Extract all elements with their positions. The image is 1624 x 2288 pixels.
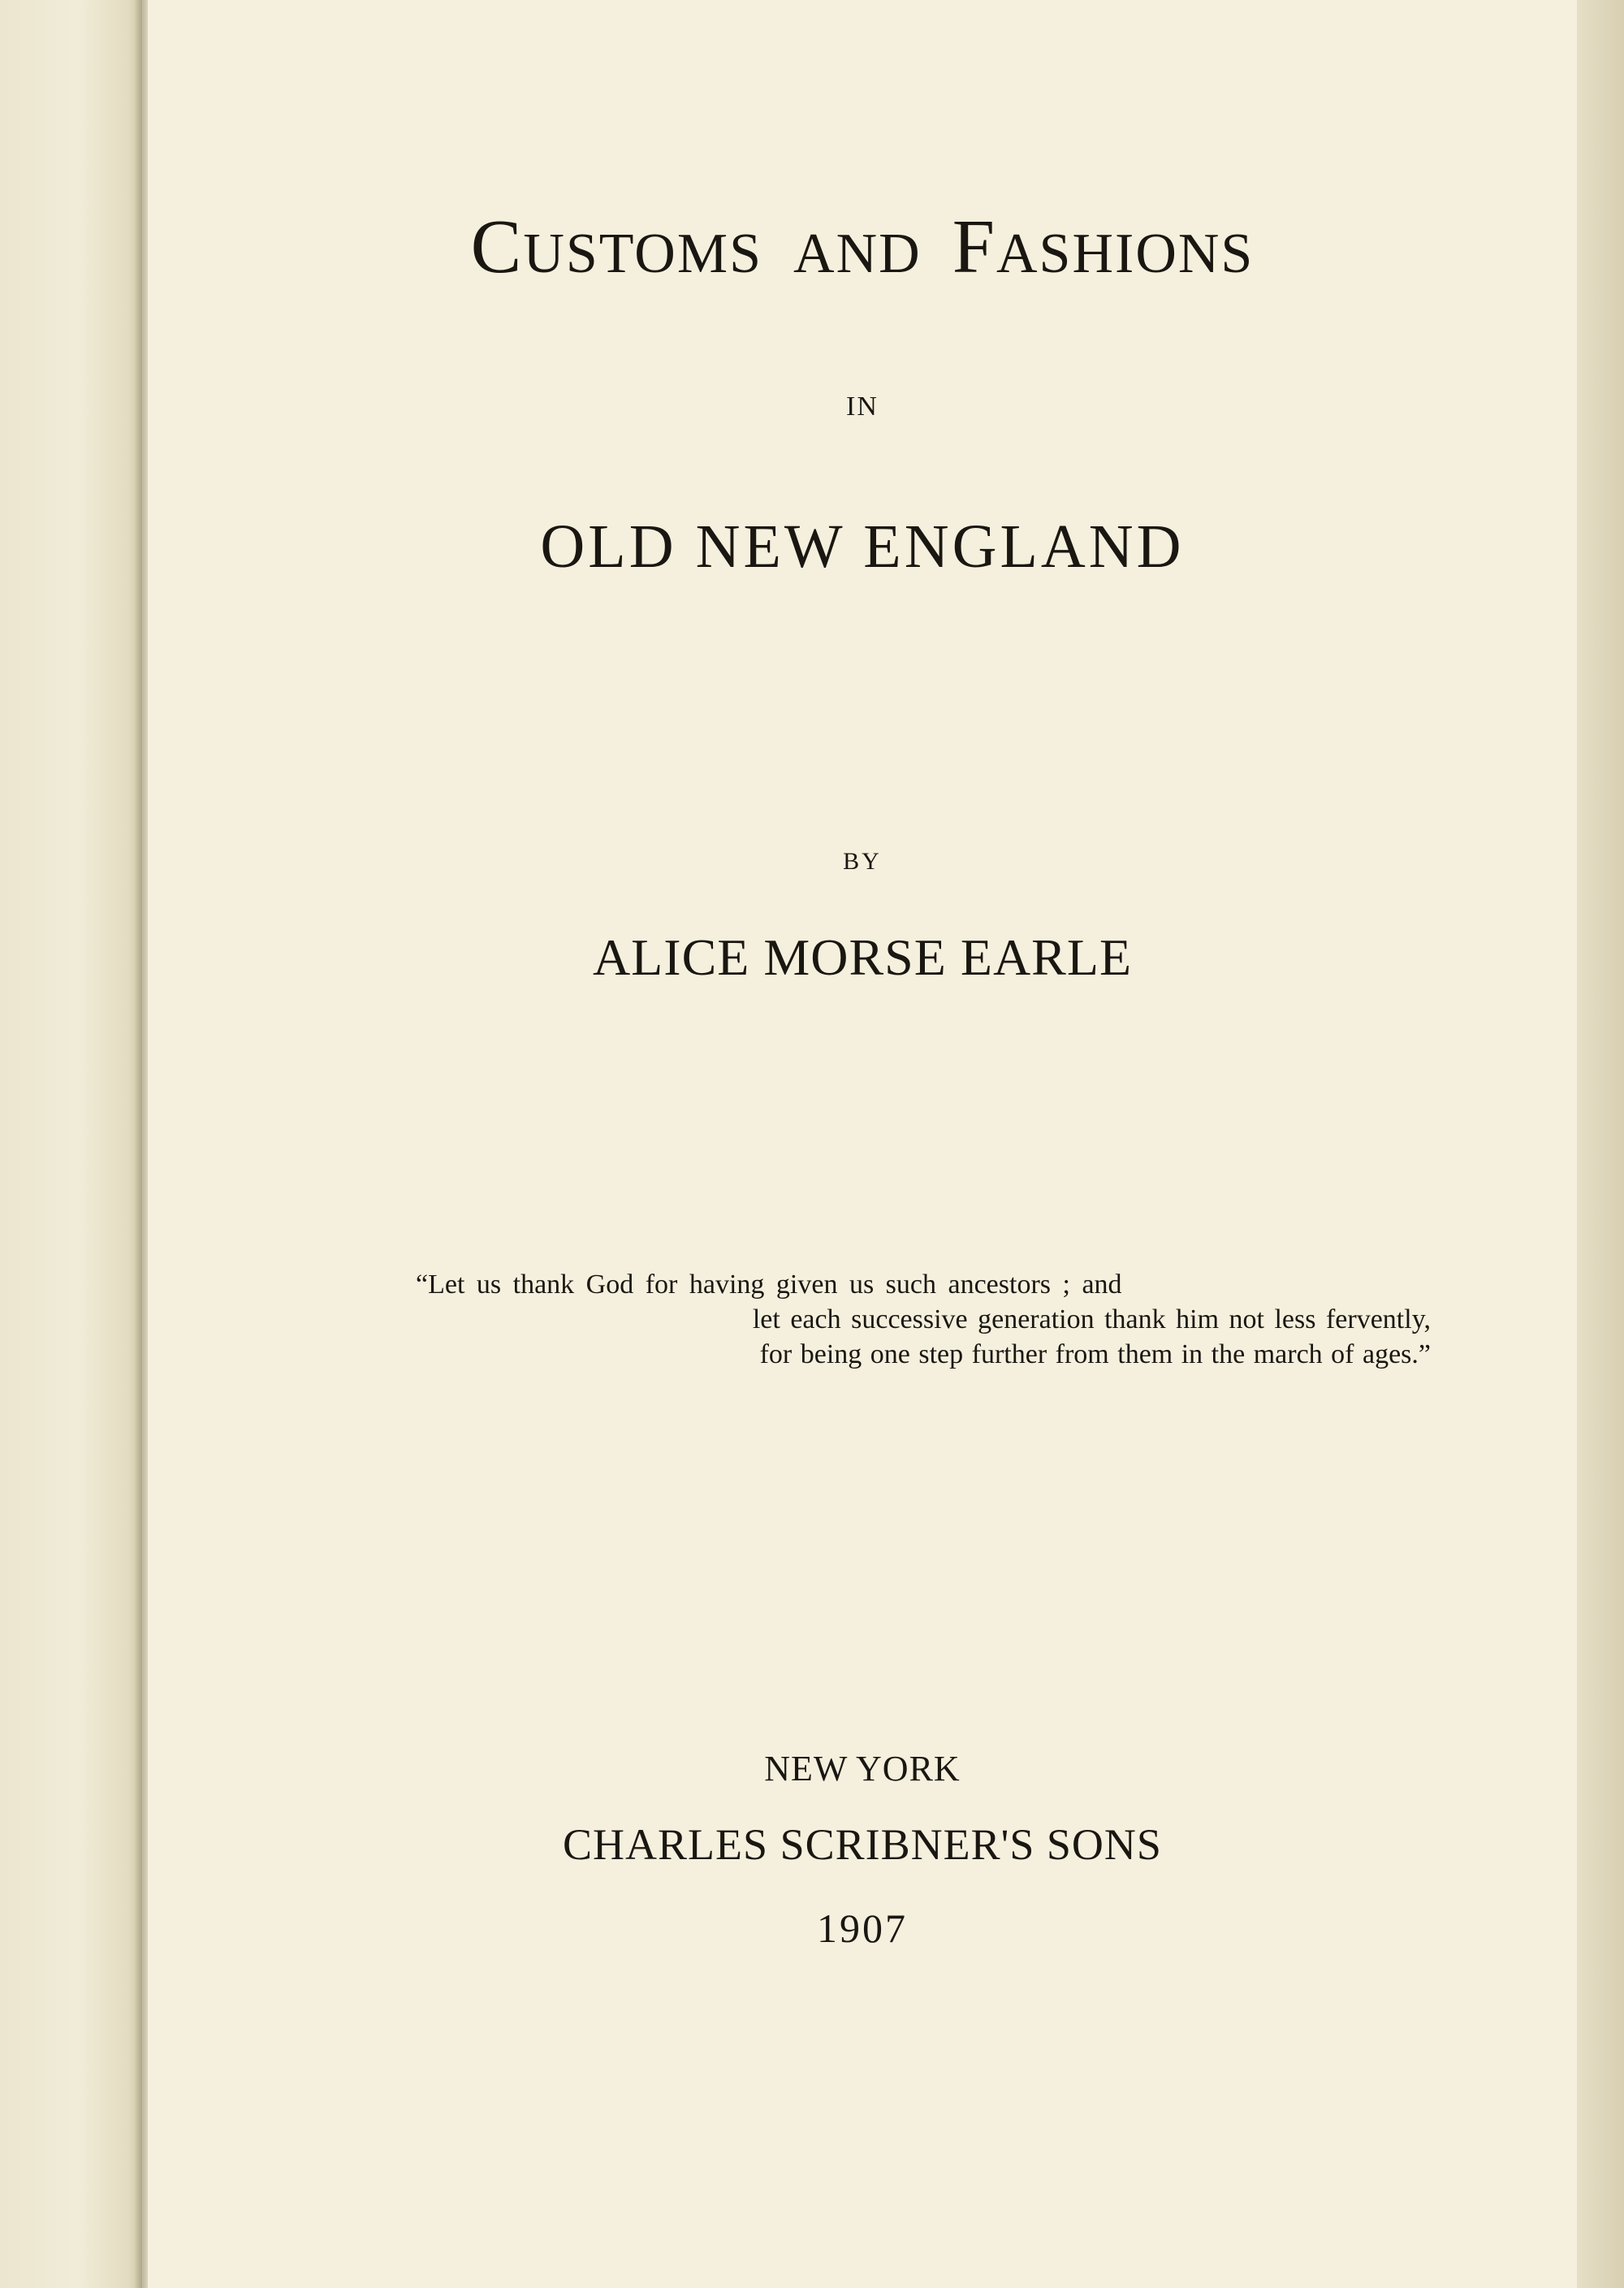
publication-year: 1907 xyxy=(817,1905,908,1951)
epigraph-line: “Let us thank God for having given us such ancestors ; and xyxy=(416,1269,1122,1300)
publication-place: NEW YORK xyxy=(764,1749,961,1788)
epigraph-line: let each successive generation thank him not less fervently, xyxy=(752,1304,1431,1334)
book-subtitle: OLD NEW ENGLAND xyxy=(540,513,1185,581)
facing-page xyxy=(0,0,142,2288)
title-connector: IN xyxy=(846,391,879,422)
publisher-name: CHARLES SCRIBNER'S SONS xyxy=(563,1820,1162,1869)
title-word-customs: CUSTOMS xyxy=(470,205,763,289)
title-word-fashions: FASHIONS xyxy=(952,205,1255,289)
book-title xyxy=(148,203,1577,291)
epigraph xyxy=(416,1267,1431,1372)
title-page xyxy=(148,0,1577,2288)
by-label: BY xyxy=(843,848,882,875)
author-name: ALICE MORSE EARLE xyxy=(592,928,1133,986)
epigraph-line: for being one step further from them in the march of ages.” xyxy=(759,1339,1431,1369)
page-edge xyxy=(1577,0,1624,2288)
title-word-and: AND xyxy=(793,223,922,285)
